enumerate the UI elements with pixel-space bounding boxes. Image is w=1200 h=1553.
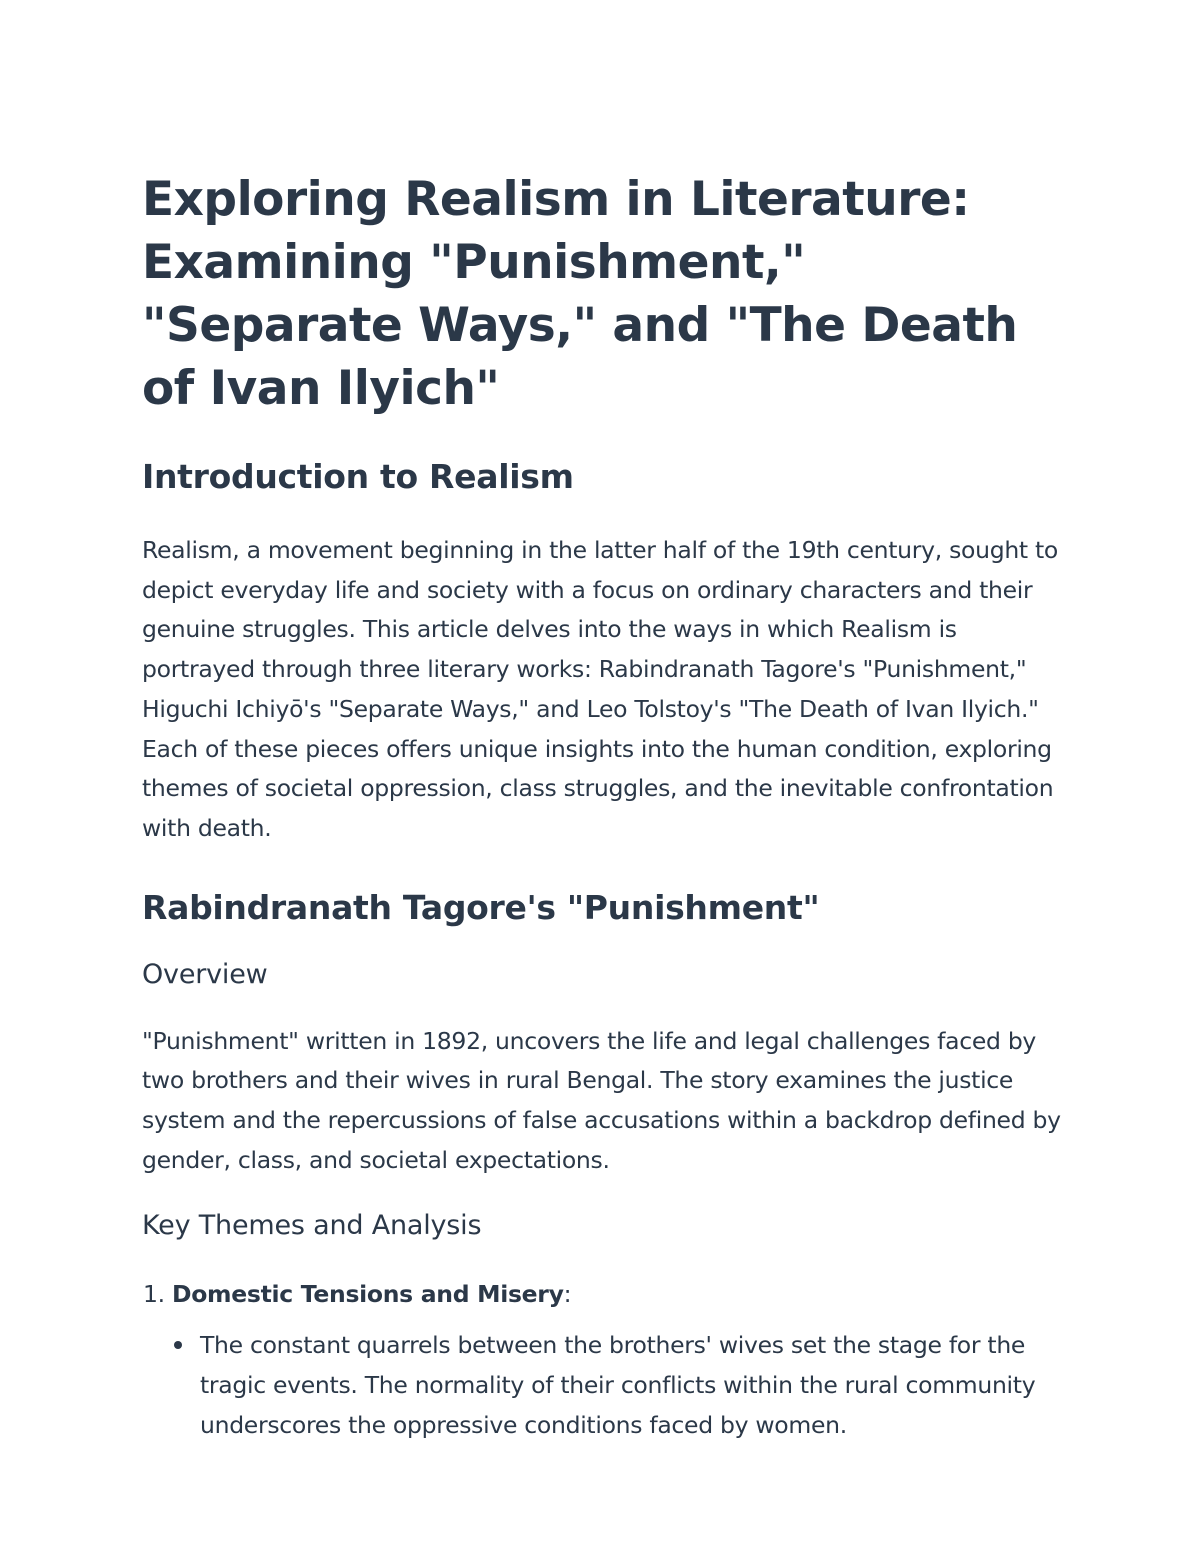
theme-item	[172, 1274, 1062, 1314]
theme-title-suffix: :	[563, 1280, 572, 1309]
themes-heading: Key Themes and Analysis	[142, 1210, 482, 1242]
theme-point-text: The constant quarrels between the brothers' wives set the stage for the tragic events. The normality of their conflicts within the rural community underscores the oppressive conditions faced by women.	[200, 1331, 1036, 1439]
document-title: Exploring Realism in Literature: Examining "Punishment," "Separate Ways," and "The Death of Ivan Ilyich"	[142, 172, 1018, 416]
themes-list	[142, 1274, 1062, 1314]
document-page	[142, 168, 1062, 1446]
tagore-section-heading: Rabindranath Tagore's "Punishment"	[142, 887, 820, 927]
intro-paragraph: Realism, a movement beginning in the latter half of the 19th century, sought to depict everyday life and society with a focus on ordinary characters and their genuine struggles. This article delves into the ways in which Realism is portrayed through three literary works: Rabindranath Tagore's "Punishment," Higuchi Ichiyō's "Separate Ways," and Leo Tolstoy's "The Death of Ivan Ilyich." Each of these pieces offers unique insights into the human condition, exploring themes of societal oppression, class struggles, and the inevitable confrontation with death.	[142, 536, 1058, 842]
theme-points-list	[142, 1326, 1062, 1445]
bullet-icon	[174, 1341, 182, 1349]
overview-paragraph: "Punishment" written in 1892, uncovers the life and legal challenges faced by two brothers and their wives in rural Bengal. The story examines the justice system and the repercussions of false accusations within a backdrop defined by gender, class, and societal expectations.	[142, 1026, 1061, 1174]
intro-heading: Introduction to Realism	[142, 457, 574, 496]
theme-title: Domestic Tensions and Misery	[172, 1280, 564, 1309]
theme-point	[200, 1326, 1062, 1445]
overview-heading: Overview	[142, 958, 268, 990]
